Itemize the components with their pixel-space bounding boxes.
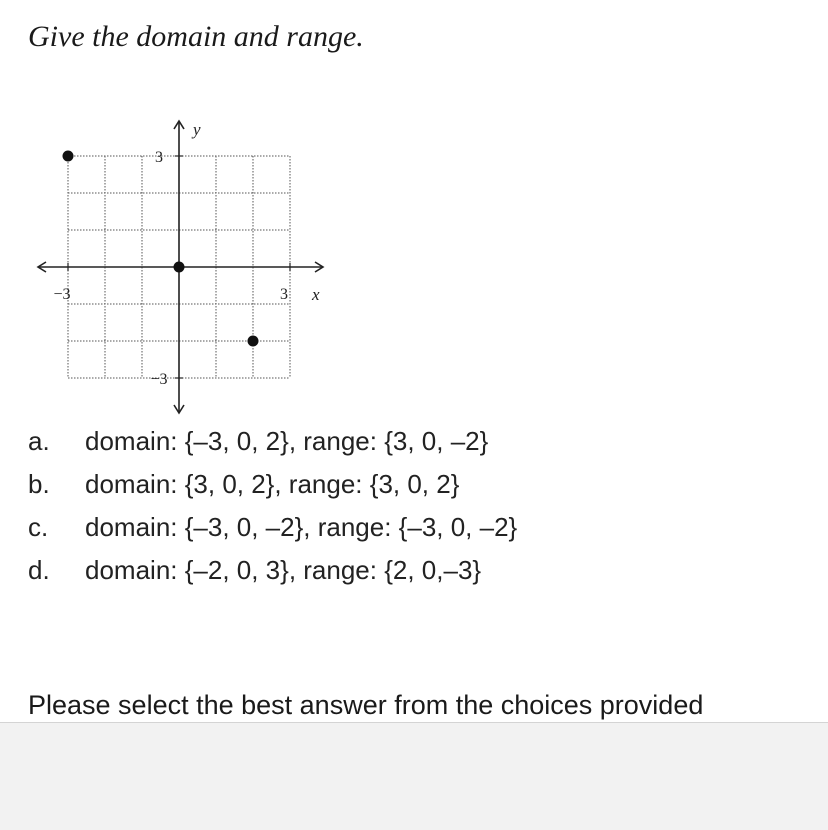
- choice-a[interactable]: [28, 420, 517, 463]
- y-tick-label-3: 3: [155, 149, 163, 166]
- choice-c[interactable]: [28, 506, 517, 549]
- answer-panel: [0, 722, 828, 830]
- data-point: [174, 262, 185, 273]
- choice-text: domain: {3, 0, 2}, range: {3, 0, 2}: [85, 469, 460, 499]
- y-tick-label-neg3: −3: [150, 371, 168, 388]
- x-axis-label: x: [312, 285, 320, 304]
- choice-letter: b.: [28, 469, 50, 499]
- data-point: [63, 151, 74, 162]
- instruction-text: Please select the best answer from the choices provided: [28, 690, 704, 720]
- x-tick-label-3: 3: [280, 286, 288, 303]
- choice-letter: d.: [28, 555, 50, 585]
- graph-svg: [24, 114, 344, 419]
- choice-letter: c.: [28, 512, 49, 542]
- choice-text: domain: {–3, 0, –2}, range: {–3, 0, –2}: [85, 512, 518, 542]
- question-title: Give the domain and range.: [28, 20, 364, 53]
- choice-b[interactable]: [28, 463, 517, 506]
- y-axis-label: y: [193, 120, 201, 139]
- data-points: [63, 151, 259, 347]
- data-point: [248, 336, 259, 347]
- choice-text: domain: {–3, 0, 2}, range: {3, 0, –2}: [85, 426, 489, 456]
- choice-d[interactable]: [28, 549, 517, 592]
- coordinate-graph: [24, 114, 344, 419]
- choice-text: domain: {–2, 0, 3}, range: {2, 0,–3}: [85, 555, 482, 585]
- answer-choices: [28, 420, 517, 592]
- choice-letter: a.: [28, 426, 50, 456]
- x-tick-label-neg3: −3: [53, 286, 71, 303]
